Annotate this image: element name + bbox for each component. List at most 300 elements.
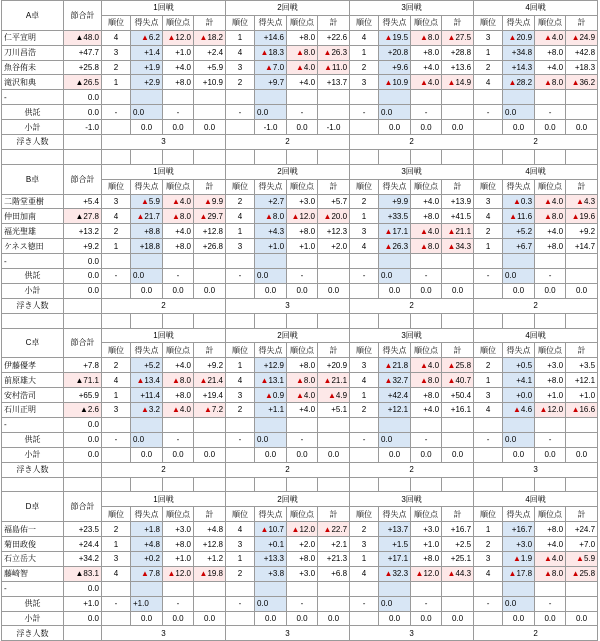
subtotal-value: 0.0 bbox=[163, 283, 194, 298]
player-row bbox=[2, 403, 598, 418]
subtotal-value: 0.0 bbox=[442, 120, 474, 135]
spacer-cell bbox=[535, 149, 566, 164]
rank: 2 bbox=[226, 194, 255, 209]
column-header: 得失点 bbox=[255, 179, 287, 194]
rank-points: +8.0 bbox=[535, 239, 566, 254]
player-name: 石川正明 bbox=[2, 403, 64, 418]
round-total bbox=[442, 373, 474, 388]
rank: 1 bbox=[226, 551, 255, 566]
minus-triangle-icon: ▲ bbox=[419, 360, 428, 370]
round-title: 4回戦 bbox=[474, 1, 598, 16]
value: 7.2 bbox=[211, 405, 224, 415]
float-count: 2 bbox=[474, 135, 598, 150]
subtotal-value: 0.0 bbox=[503, 447, 535, 462]
spacer-cell bbox=[379, 149, 411, 164]
spacer-cell bbox=[442, 313, 474, 328]
score: +4.8 bbox=[131, 537, 163, 552]
column-header: 順位点 bbox=[163, 343, 194, 358]
rank-points bbox=[287, 417, 318, 432]
rank: 4 bbox=[350, 30, 379, 45]
value: 5.9 bbox=[583, 554, 596, 564]
spacer-cell bbox=[442, 149, 474, 164]
subtotal-total: 0.0 bbox=[64, 283, 102, 298]
rank-points: +4.0 bbox=[163, 60, 194, 75]
rank: 4 bbox=[474, 209, 503, 224]
round-total: +19.4 bbox=[194, 388, 226, 403]
column-header: 計 bbox=[442, 15, 474, 30]
value: 8.0 bbox=[179, 211, 191, 221]
kyotaku-dash: - bbox=[474, 269, 503, 284]
column-header: 得失点 bbox=[503, 343, 535, 358]
subtotal-value: 0.0 bbox=[442, 611, 474, 626]
subtotal-value: 0.0 bbox=[503, 283, 535, 298]
score bbox=[131, 30, 163, 45]
subtotal-value: 0.0 bbox=[442, 283, 474, 298]
rank bbox=[474, 581, 503, 596]
rank: 3 bbox=[226, 388, 255, 403]
value: 18.3 bbox=[268, 48, 285, 58]
rank-points: +4.0 bbox=[411, 194, 442, 209]
score bbox=[379, 358, 411, 373]
value: 19.8 bbox=[207, 569, 224, 579]
player-row bbox=[2, 581, 598, 596]
subtotal-empty bbox=[474, 611, 503, 626]
minus-triangle-icon: ▲ bbox=[171, 197, 180, 207]
rank-points bbox=[411, 581, 442, 596]
score bbox=[131, 90, 163, 105]
spacer-cell bbox=[226, 313, 255, 328]
subtotal-value: 0.0 bbox=[163, 447, 194, 462]
rank-points: +8.0 bbox=[287, 551, 318, 566]
kyotaku-dash: - bbox=[102, 269, 131, 284]
float-label: 浮き人数 bbox=[2, 135, 64, 150]
minus-triangle-icon: ▲ bbox=[323, 48, 332, 58]
subtotal-value: 0.0 bbox=[411, 611, 442, 626]
value: 4.0 bbox=[427, 360, 440, 370]
spacer-cell bbox=[566, 477, 598, 492]
rank bbox=[226, 90, 255, 105]
column-header: 順位点 bbox=[411, 507, 442, 522]
round-title: 1回戦 bbox=[102, 492, 226, 507]
float-count: 3 bbox=[226, 626, 350, 641]
float-count: 2 bbox=[350, 135, 474, 150]
minus-triangle-icon: ▲ bbox=[419, 33, 428, 43]
rank-points bbox=[535, 551, 566, 566]
player-total: +9.2 bbox=[64, 239, 102, 254]
minus-triangle-icon: ▲ bbox=[544, 33, 552, 43]
player-name: 前原雄大 bbox=[2, 373, 64, 388]
subtotal-value: 0.0 bbox=[411, 120, 442, 135]
rank-points: +8.0 bbox=[163, 537, 194, 552]
rank bbox=[474, 254, 503, 269]
rank-points bbox=[163, 254, 194, 269]
kyotaku-empty bbox=[566, 269, 598, 284]
spacer-cell bbox=[226, 149, 255, 164]
kyotaku-dash: - bbox=[287, 596, 318, 611]
round-total bbox=[442, 239, 474, 254]
subtotal-empty bbox=[226, 283, 255, 298]
column-header: 順位 bbox=[350, 507, 379, 522]
rank-points bbox=[535, 581, 566, 596]
value: 8.0 bbox=[427, 33, 440, 43]
score bbox=[255, 90, 287, 105]
float-empty bbox=[64, 626, 102, 641]
rank-points: +3.0 bbox=[411, 522, 442, 537]
score: +42.4 bbox=[379, 388, 411, 403]
subtotal-empty bbox=[474, 283, 503, 298]
column-header: 順位点 bbox=[411, 15, 442, 30]
rank-points: +4.0 bbox=[287, 75, 318, 90]
spacer-cell bbox=[163, 477, 194, 492]
rank: 3 bbox=[350, 75, 379, 90]
player-name: 安村浩司 bbox=[2, 388, 64, 403]
round-total bbox=[566, 551, 598, 566]
player-total: +24.4 bbox=[64, 537, 102, 552]
column-header: 順位点 bbox=[287, 179, 318, 194]
value: 4.0 bbox=[427, 226, 440, 236]
round-total: +3.5 bbox=[566, 358, 598, 373]
score bbox=[379, 566, 411, 581]
score: +0.0 bbox=[503, 388, 535, 403]
rank: 1 bbox=[226, 358, 255, 373]
rank-points: +3.0 bbox=[287, 194, 318, 209]
round-total bbox=[442, 254, 474, 269]
minus-triangle-icon: ▲ bbox=[544, 197, 552, 207]
kyotaku-value: 0.0 bbox=[503, 432, 535, 447]
rank-points bbox=[411, 30, 442, 45]
spacer-cell bbox=[255, 149, 287, 164]
column-header: 得失点 bbox=[503, 15, 535, 30]
rank-points: +8.0 bbox=[287, 224, 318, 239]
rank-points bbox=[163, 581, 194, 596]
rank-points bbox=[535, 75, 566, 90]
score: +13.3 bbox=[255, 551, 287, 566]
minus-triangle-icon: ▲ bbox=[323, 524, 332, 534]
rank bbox=[350, 417, 379, 432]
player-total: +65.9 bbox=[64, 388, 102, 403]
score bbox=[255, 209, 287, 224]
kyotaku-dash: - bbox=[226, 269, 255, 284]
player-row bbox=[2, 194, 598, 209]
kyotaku-dash: - bbox=[102, 105, 131, 120]
table-name: C卓 bbox=[2, 328, 64, 358]
rank-points: +4.0 bbox=[163, 224, 194, 239]
player-row bbox=[2, 75, 598, 90]
rank-points: +8.0 bbox=[163, 75, 194, 90]
float-label: 浮き人数 bbox=[2, 462, 64, 477]
rank: 4 bbox=[350, 239, 379, 254]
player-total: ▲48.0 bbox=[64, 30, 102, 45]
rank-points: +4.0 bbox=[535, 224, 566, 239]
round-total bbox=[194, 90, 226, 105]
subtotal-value: 0.0 bbox=[255, 283, 287, 298]
minus-triangle-icon: ▲ bbox=[199, 33, 208, 43]
rank-points: +8.0 bbox=[411, 551, 442, 566]
subtotal-value: 0.0 bbox=[287, 611, 318, 626]
round-total bbox=[566, 90, 598, 105]
kyotaku-row bbox=[2, 269, 598, 284]
score bbox=[255, 522, 287, 537]
round-total: +21.3 bbox=[318, 551, 350, 566]
player-row bbox=[2, 60, 598, 75]
column-header: 得失点 bbox=[255, 15, 287, 30]
minus-triangle-icon: ▲ bbox=[323, 375, 332, 385]
rank-points bbox=[535, 194, 566, 209]
minus-triangle-icon: ▲ bbox=[136, 375, 145, 385]
spacer-cell bbox=[350, 313, 379, 328]
spacer-cell bbox=[194, 477, 226, 492]
score: +9.6 bbox=[379, 60, 411, 75]
round-title: 3回戦 bbox=[350, 164, 474, 179]
spacer-cell bbox=[163, 149, 194, 164]
minus-triangle-icon: ▲ bbox=[419, 241, 428, 251]
column-header: 計 bbox=[318, 179, 350, 194]
value: 4.0 bbox=[303, 390, 316, 400]
rank-points bbox=[287, 522, 318, 537]
score bbox=[131, 403, 163, 418]
rank bbox=[226, 417, 255, 432]
rank: 4 bbox=[350, 566, 379, 581]
subtotal-value: 0.0 bbox=[131, 120, 163, 135]
minus-triangle-icon: ▲ bbox=[295, 48, 304, 58]
rank: 2 bbox=[350, 403, 379, 418]
round-total: +6.8 bbox=[318, 566, 350, 581]
score bbox=[131, 194, 163, 209]
rank: 3 bbox=[474, 194, 503, 209]
rank-points bbox=[163, 90, 194, 105]
rank-points: +8.0 bbox=[163, 388, 194, 403]
score bbox=[379, 581, 411, 596]
rank-points: +8.0 bbox=[411, 388, 442, 403]
player-row bbox=[2, 30, 598, 45]
score bbox=[379, 224, 411, 239]
rank-points bbox=[287, 581, 318, 596]
minus-triangle-icon: ▲ bbox=[264, 63, 273, 72]
score bbox=[503, 581, 535, 596]
minus-triangle-icon: ▲ bbox=[544, 211, 552, 221]
round-title: 4回戦 bbox=[474, 492, 598, 507]
rank: 1 bbox=[350, 209, 379, 224]
score: +3.8 bbox=[255, 566, 287, 581]
minus-triangle-icon: ▲ bbox=[544, 569, 552, 579]
subtotal-empty bbox=[474, 447, 503, 462]
spacer-cell bbox=[102, 477, 131, 492]
subtotal-value: 0.0 bbox=[194, 120, 226, 135]
rank-points bbox=[287, 45, 318, 60]
rank bbox=[474, 90, 503, 105]
kyotaku-dash: - bbox=[102, 432, 131, 447]
value: 4.0 bbox=[427, 77, 440, 87]
score: +0.1 bbox=[255, 537, 287, 552]
player-row bbox=[2, 358, 598, 373]
player-total: 0.0 bbox=[64, 90, 102, 105]
round-total: +5.7 bbox=[318, 194, 350, 209]
kyotaku-row bbox=[2, 105, 598, 120]
rank-points: +8.0 bbox=[535, 373, 566, 388]
value: 12.0 bbox=[299, 211, 316, 221]
column-header: 得失点 bbox=[131, 343, 163, 358]
value: 13.1 bbox=[268, 375, 285, 385]
player-name: 仲田加南 bbox=[2, 209, 64, 224]
subtotal-empty bbox=[102, 283, 131, 298]
minus-triangle-icon: ▲ bbox=[447, 569, 456, 579]
player-row bbox=[2, 522, 598, 537]
player-row bbox=[2, 254, 598, 269]
spacer-cell bbox=[194, 149, 226, 164]
rank-points bbox=[535, 254, 566, 269]
score: +13.7 bbox=[379, 522, 411, 537]
score: +6.7 bbox=[503, 239, 535, 254]
score bbox=[379, 30, 411, 45]
float-label: 浮き人数 bbox=[2, 298, 64, 313]
kyotaku-dash: - bbox=[535, 269, 566, 284]
value: 0.3 bbox=[520, 197, 533, 207]
subtotal-value: 0.0 bbox=[318, 447, 350, 462]
score: +8.8 bbox=[131, 224, 163, 239]
float-count: 2 bbox=[474, 298, 598, 313]
player-name: 刀川昌浩 bbox=[2, 45, 64, 60]
rank: 2 bbox=[226, 566, 255, 581]
value: 6.2 bbox=[148, 33, 160, 43]
score bbox=[503, 209, 535, 224]
score: +2.9 bbox=[131, 75, 163, 90]
minus-triangle-icon: ▲ bbox=[140, 405, 149, 415]
minus-triangle-icon: ▲ bbox=[295, 375, 304, 385]
round-total bbox=[194, 417, 226, 432]
rank: 4 bbox=[226, 209, 255, 224]
kyotaku-empty bbox=[566, 105, 598, 120]
column-header: 順位 bbox=[474, 507, 503, 522]
player-total: +7.8 bbox=[64, 358, 102, 373]
minus-triangle-icon: ▲ bbox=[291, 211, 300, 221]
value: 4.0 bbox=[551, 33, 564, 43]
round-total bbox=[442, 358, 474, 373]
kyotaku-dash: - bbox=[287, 269, 318, 284]
spacer-cell bbox=[2, 313, 64, 328]
round-title: 2回戦 bbox=[226, 492, 350, 507]
value: 28.2 bbox=[516, 77, 533, 87]
subtotal-value: 0.0 bbox=[566, 283, 598, 298]
value: 19.6 bbox=[579, 211, 596, 221]
value: 40.7 bbox=[455, 375, 472, 385]
subtotal-value: -1.0 bbox=[255, 120, 287, 135]
kyotaku-empty bbox=[442, 432, 474, 447]
column-header: 順位点 bbox=[163, 179, 194, 194]
subtotal-value: 0.0 bbox=[379, 120, 411, 135]
player-row bbox=[2, 566, 598, 581]
round-total: +24.7 bbox=[566, 522, 598, 537]
score bbox=[503, 30, 535, 45]
minus-triangle-icon: ▲ bbox=[140, 33, 149, 43]
subtotal-value: 0.0 bbox=[379, 611, 411, 626]
subtotal-value: 0.0 bbox=[163, 120, 194, 135]
rank-points bbox=[287, 373, 318, 388]
table-header-row bbox=[2, 492, 598, 507]
table-header-row bbox=[2, 164, 598, 179]
minus-triangle-icon: ▲ bbox=[576, 197, 584, 207]
subtotal-value: 0.0 bbox=[535, 611, 566, 626]
spacer-row bbox=[2, 313, 598, 328]
kyotaku-value: +1.0 bbox=[131, 596, 163, 611]
score bbox=[379, 90, 411, 105]
column-header: 得失点 bbox=[379, 507, 411, 522]
round-total: +10.9 bbox=[194, 75, 226, 90]
value: 12.0 bbox=[299, 524, 316, 534]
minus-triangle-icon: ▲ bbox=[327, 390, 336, 400]
minus-triangle-icon: ▲ bbox=[140, 197, 149, 207]
player-row bbox=[2, 239, 598, 254]
float-count: 3 bbox=[102, 626, 226, 641]
round-total bbox=[566, 75, 598, 90]
spacer-cell bbox=[287, 149, 318, 164]
player-total: ▲26.5 bbox=[64, 75, 102, 90]
column-header: 順位点 bbox=[535, 15, 566, 30]
rank-points: +8.0 bbox=[411, 45, 442, 60]
rank: 1 bbox=[102, 388, 131, 403]
minus-triangle-icon: ▲ bbox=[384, 226, 393, 236]
value: 4.6 bbox=[520, 405, 533, 415]
value: 4.9 bbox=[335, 390, 348, 400]
spacer-cell bbox=[350, 149, 379, 164]
rank: 2 bbox=[226, 75, 255, 90]
round-total bbox=[566, 209, 598, 224]
rank-points bbox=[411, 417, 442, 432]
subtotal-row bbox=[2, 120, 598, 135]
kyotaku-dash: - bbox=[226, 105, 255, 120]
column-header: 順位点 bbox=[287, 15, 318, 30]
spacer-cell bbox=[64, 313, 102, 328]
spacer-cell bbox=[102, 149, 131, 164]
value: 10.7 bbox=[268, 524, 285, 534]
minus-triangle-icon: ▲ bbox=[199, 569, 208, 579]
minus-triangle-icon: ▲ bbox=[513, 554, 521, 564]
rank: 2 bbox=[350, 60, 379, 75]
float-count: 2 bbox=[350, 462, 474, 477]
kyotaku-dash: - bbox=[411, 269, 442, 284]
spacer-cell bbox=[503, 477, 535, 492]
value: 21.8 bbox=[392, 360, 409, 370]
rank-points: +8.0 bbox=[287, 30, 318, 45]
subtotal-value: 0.0 bbox=[535, 283, 566, 298]
value: 20.9 bbox=[516, 33, 533, 43]
float-empty bbox=[64, 298, 102, 313]
player-name: ケネス徳田 bbox=[2, 239, 64, 254]
round-total: +13.6 bbox=[442, 60, 474, 75]
round-total bbox=[566, 403, 598, 418]
round-total: +50.4 bbox=[442, 388, 474, 403]
kyotaku-empty bbox=[318, 105, 350, 120]
score bbox=[255, 388, 287, 403]
subtotal-value: -1.0 bbox=[318, 120, 350, 135]
player-row bbox=[2, 417, 598, 432]
player-row bbox=[2, 373, 598, 388]
score bbox=[503, 194, 535, 209]
kyotaku-label: 供託 bbox=[2, 432, 64, 447]
rank-points bbox=[163, 566, 194, 581]
spacer-cell bbox=[287, 313, 318, 328]
rank: 3 bbox=[226, 537, 255, 552]
kyotaku-total: +1.0 bbox=[64, 596, 102, 611]
column-header: 得失点 bbox=[379, 15, 411, 30]
value: 4.0 bbox=[179, 405, 191, 415]
round-total: +13.7 bbox=[318, 75, 350, 90]
minus-triangle-icon: ▲ bbox=[384, 569, 393, 579]
spacer-cell bbox=[131, 477, 163, 492]
column-header: 順位 bbox=[474, 15, 503, 30]
player-name: 石立岳大 bbox=[2, 551, 64, 566]
minus-triangle-icon: ▲ bbox=[576, 554, 584, 564]
player-name: 二階堂亜樹 bbox=[2, 194, 64, 209]
